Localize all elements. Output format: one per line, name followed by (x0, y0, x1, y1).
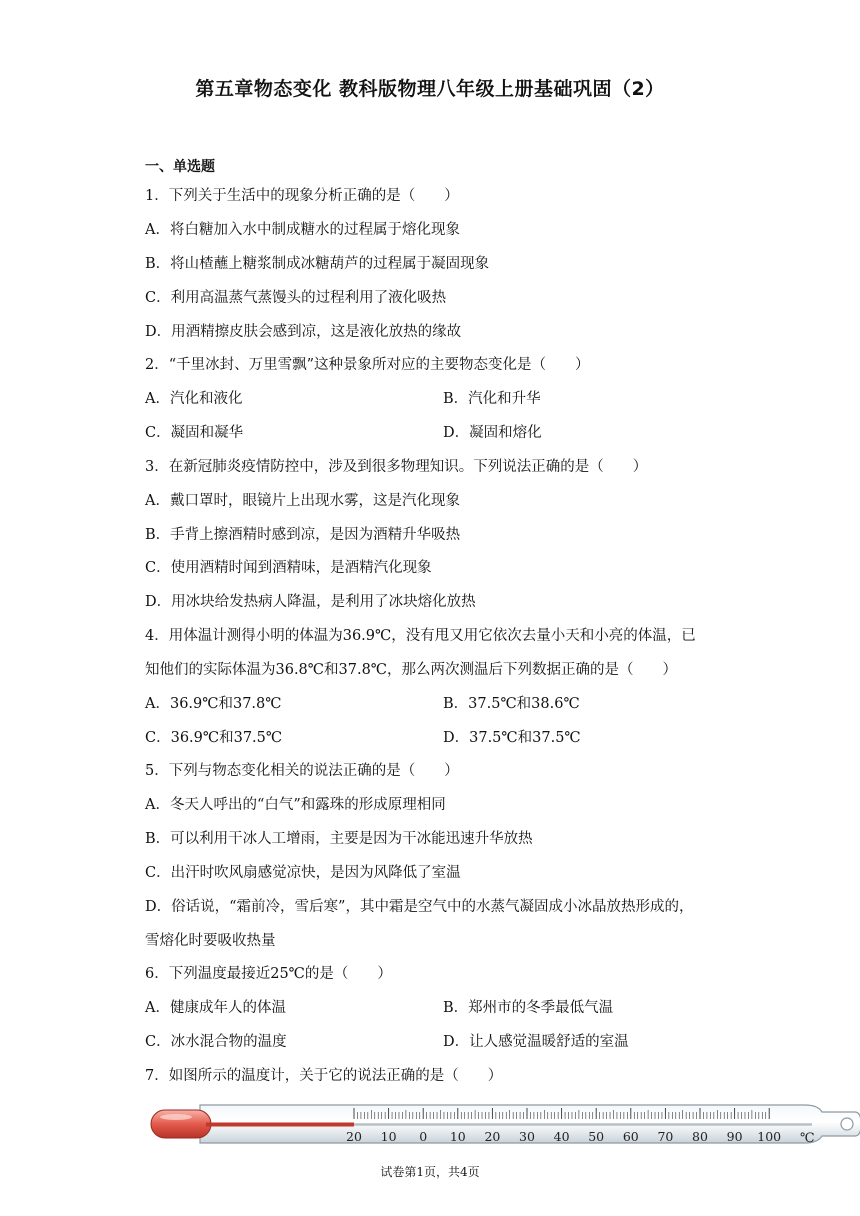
question-2-option-b: B．汽化和升华 (443, 391, 541, 407)
thermometer-figure (150, 1100, 860, 1148)
question-6-option-d: D．让人感觉温暖舒适的室温 (443, 1034, 629, 1050)
question-6-option-a: A．健康成年人的体温 (145, 1000, 286, 1016)
question-5-option-d-line-1: D．俗话说，“霜前冷，雪后寒”，其中霜是空气中的水蒸气凝固成小冰晶放热形成的， (145, 899, 694, 915)
question-1-option-d: D．用酒精擦皮肤会感到凉，这是液化放热的缘故 (145, 324, 462, 340)
question-5-option-a: A．冬天人呼出的“白气”和露珠的形成原理相同 (145, 797, 446, 813)
scale-label: 20 (346, 1129, 362, 1144)
thermometer-ring (841, 1118, 853, 1130)
thermometer-unit-label: ℃ (800, 1131, 815, 1146)
question-2-option-d: D．凝固和熔化 (443, 425, 542, 441)
question-2-option-c: C．凝固和凝华 (145, 425, 244, 441)
scale-label: 70 (657, 1129, 674, 1144)
section-heading: 一、单选题 (145, 159, 215, 175)
question-1-option-c: C．利用高温蒸气蒸馒头的过程利用了液化吸热 (145, 290, 447, 306)
question-3-option-a: A．戴口罩时，眼镜片上出现水雾，这是汽化现象 (145, 493, 460, 509)
scale-label: 30 (519, 1129, 535, 1144)
question-3-option-c: C．使用酒精时闻到酒精味，是酒精汽化现象 (145, 560, 432, 576)
question-6-stem: 6．下列温度最接近25℃的是（ ） (145, 966, 392, 982)
scale-label: 90 (726, 1129, 743, 1144)
scale-label: 50 (588, 1129, 605, 1144)
question-5-stem: 5．下列与物态变化相关的说法正确的是（ ） (145, 763, 459, 779)
scale-label: 10 (380, 1129, 397, 1144)
thermometer-bulb-highlight (160, 1114, 192, 1120)
question-1-option-a: A．将白糖加入水中制成糖水的过程属于熔化现象 (145, 222, 460, 238)
question-6-option-b: B．郑州市的冬季最低气温 (443, 1000, 614, 1016)
question-5-option-d-line-2: 雪熔化时要吸收热量 (145, 933, 276, 949)
question-7-stem: 7．如图所示的温度计，关于它的说法正确的是（ ） (145, 1068, 503, 1084)
scale-label: 20 (484, 1129, 501, 1144)
scale-label: 0 (419, 1129, 428, 1144)
page-title: 第五章物态变化 教科版物理八年级上册基础巩固（2） (195, 78, 665, 100)
question-4-option-d: D．37.5℃和37.5℃ (443, 730, 581, 746)
question-4-stem-line-1: 4．用体温计测得小明的体温为36.9℃，没有甩又用它依次去量小天和小亮的体温，已 (145, 628, 696, 644)
question-3-option-b: B．手背上擦酒精时感到凉，是因为酒精升华吸热 (145, 527, 461, 543)
scale-label: 10 (449, 1129, 466, 1144)
question-5-option-c: C．出汗时吹风扇感觉凉快，是因为风降低了室温 (145, 865, 461, 881)
question-2-option-a: A．汽化和液化 (145, 391, 243, 407)
question-1-option-b: B．将山楂蘸上糖浆制成冰糖葫芦的过程属于凝固现象 (145, 256, 490, 272)
question-3-stem: 3．在新冠肺炎疫情防控中，涉及到很多物理知识。下列说法正确的是（ ） (145, 459, 648, 475)
question-6-option-c: C．冰水混合物的温度 (145, 1034, 287, 1050)
question-3-option-d: D．用冰块给发热病人降温，是利用了冰块熔化放热 (145, 594, 476, 610)
scale-label: 60 (622, 1129, 639, 1144)
page-footer: 试卷第1页，共4页 (380, 1165, 480, 1179)
question-1-stem: 1．下列关于生活中的现象分析正确的是（ ） (145, 188, 459, 204)
thermometer-liquid-column (206, 1123, 354, 1127)
question-4-option-a: A．36.9℃和37.8℃ (145, 696, 282, 712)
question-4-stem-line-2: 知他们的实际体温为36.8℃和37.8℃，那么两次测温后下列数据正确的是（ ） (145, 662, 678, 678)
scale-label: 80 (692, 1129, 708, 1144)
question-2-stem: 2．“千里冰封、万里雪飘”这种景象所对应的主要物态变化是（ ） (145, 357, 590, 373)
question-4-option-c: C．36.9℃和37.5℃ (145, 730, 283, 746)
scale-label: 40 (553, 1129, 570, 1144)
question-4-option-b: B．37.5℃和38.6℃ (443, 696, 580, 712)
question-5-option-b: B．可以利用干冰人工增雨，主要是因为干冰能迅速升华放热 (145, 831, 533, 847)
scale-label: 100 (757, 1129, 782, 1144)
